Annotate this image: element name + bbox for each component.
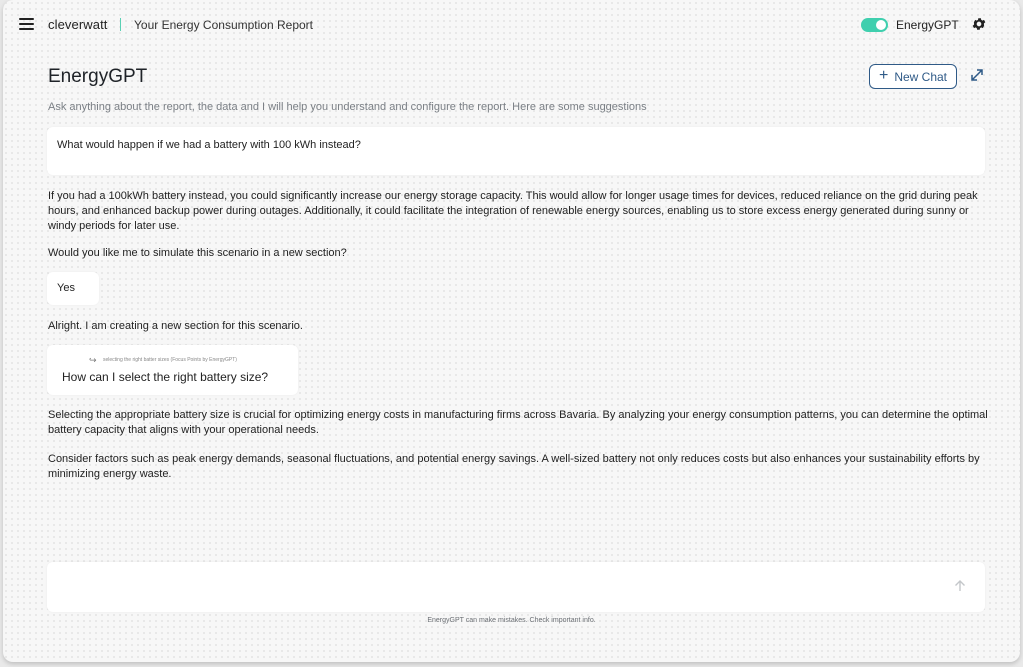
- energygpt-toggle[interactable]: [861, 18, 888, 32]
- gear-icon[interactable]: [971, 16, 987, 32]
- app-window: [3, 0, 1020, 662]
- assistant-message: Alright. I am creating a new section for this scenario.: [48, 320, 303, 332]
- send-arrow-icon[interactable]: [953, 579, 967, 593]
- new-chat-label: New Chat: [894, 69, 948, 84]
- chat-input[interactable]: [47, 562, 985, 612]
- top-bar: [3, 0, 1020, 50]
- reply-arrow-icon: ↪: [89, 355, 97, 365]
- plus-icon: +: [878, 66, 889, 84]
- expand-icon[interactable]: [969, 67, 985, 83]
- assistant-message: Consider factors such as peak energy demands, seasonal fluctuations, and potential energy savings. A well-sized battery not only reduces costs but also enhances your sustainability efforts by minimizing energy waste.: [48, 453, 980, 480]
- user-message: [47, 272, 99, 305]
- user-message-text: What would happen if we had a battery with 100 kWh instead?: [57, 139, 361, 151]
- user-message-text: Yes: [57, 282, 75, 294]
- assistant-message: Selecting the appropriate battery size is crucial for optimizing energy costs in manufacturing firms across Bavaria. By analyzing your energy consumption patterns, you can determine the optimal battery capacity that aligns with your operational needs.: [48, 409, 988, 436]
- toggle-label: EnergyGPT: [896, 18, 959, 32]
- assistant-message: Would you like me to simulate this scenario in a new section?: [48, 247, 347, 259]
- assistant-message: If you had a 100kWh battery instead, you could significantly increase our energy storage capacity. This would allow for longer usage times for devices, reduced reliance on the grid during peak hours, and enhanced backup power during outages. Additionally, it could facilitate the integration of renewable energy sources, enabling us to store excess energy generated during sunny or windy periods for later use.: [48, 190, 978, 232]
- menu-icon[interactable]: [19, 18, 34, 30]
- new-chat-button[interactable]: [869, 64, 957, 89]
- user-message: [47, 127, 985, 175]
- report-title: Your Energy Consumption Report: [134, 18, 313, 32]
- suggestion-card[interactable]: [47, 345, 298, 395]
- header-divider: [120, 18, 121, 31]
- page-title: EnergyGPT: [48, 66, 148, 87]
- suggestion-context: selecting the right batter sizes (Focus Points by EnergyGPT): [103, 357, 237, 363]
- disclaimer: EnergyGPT can make mistakes. Check important info.: [427, 617, 596, 624]
- suggestion-question: How can I select the right battery size?: [62, 370, 269, 384]
- page-subtitle: Ask anything about the report, the data and I will help you understand and configure the report. Here are some suggestions: [48, 101, 647, 113]
- brand-logo[interactable]: cleverwatt: [48, 17, 108, 32]
